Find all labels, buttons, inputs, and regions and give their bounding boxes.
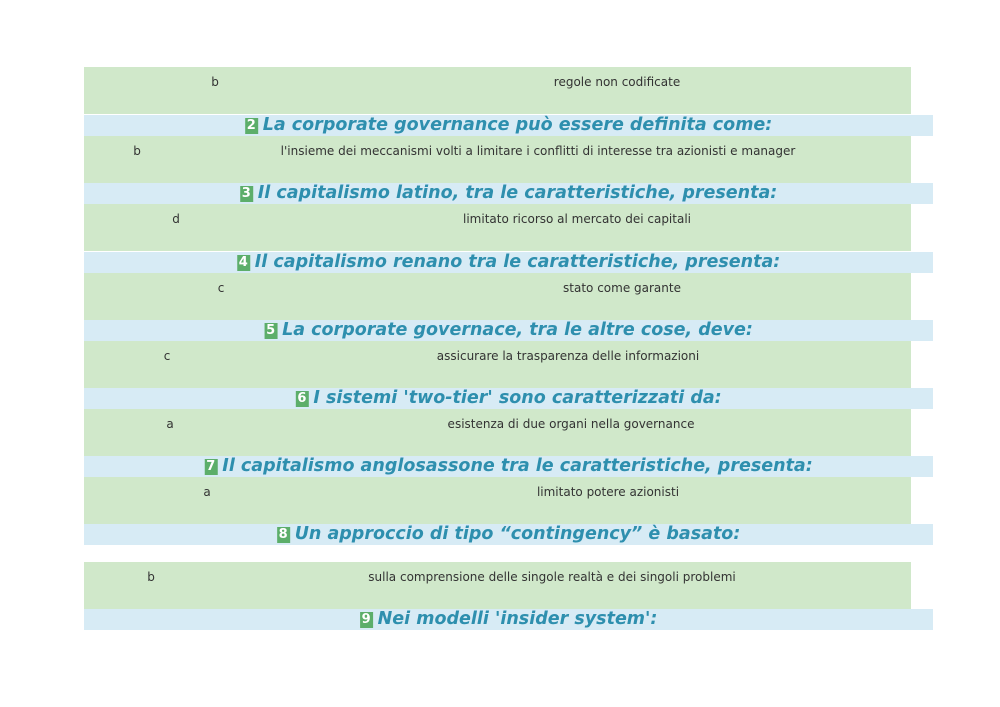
question-row <box>84 524 933 545</box>
answer-row <box>84 409 911 456</box>
answer-row <box>84 273 911 320</box>
question-heading <box>240 183 778 204</box>
question-heading <box>277 524 741 545</box>
answer-text: l'insieme dei meccanismi volti a limitare i conflitti di interesse tra azionisti e manager <box>280 144 796 158</box>
answer-row <box>84 477 911 524</box>
question-row <box>84 320 933 341</box>
answer-text: esistenza di due organi nella governance <box>447 417 695 431</box>
answer-text: limitato potere azionisti <box>536 485 680 499</box>
answer-letter: b <box>133 144 141 158</box>
answer-letter: b <box>211 75 219 89</box>
question-number: 3 <box>241 186 251 201</box>
question-number: 7 <box>206 459 216 474</box>
answer-letter: d <box>172 212 180 226</box>
answer-letter: b <box>147 570 155 584</box>
question-number: 2 <box>246 118 256 133</box>
question-heading <box>237 252 781 273</box>
question-heading <box>264 320 753 341</box>
answer-row <box>84 136 911 183</box>
answer-row <box>84 67 911 114</box>
answer-text: limitato ricorso al mercato dei capitali <box>463 212 691 226</box>
question-heading <box>245 115 773 136</box>
answer-letter: a <box>203 485 211 499</box>
question-text: Il capitalismo latino, tra le caratteristiche, presenta: <box>257 183 778 203</box>
question-number: 5 <box>266 323 276 338</box>
question-row <box>84 388 933 409</box>
question-text: Il capitalismo renano tra le caratteristiche, presenta: <box>254 252 781 272</box>
answer-text: stato come garante <box>563 281 681 295</box>
question-heading <box>295 388 721 409</box>
answer-text: assicurare la trasparenza delle informazioni <box>436 349 700 363</box>
question-text: La corporate governance può essere definita come: <box>262 115 773 135</box>
question-number: 9 <box>361 612 371 627</box>
answer-letter: a <box>166 417 174 431</box>
question-row <box>84 609 933 630</box>
answer-row <box>84 562 911 609</box>
question-row <box>84 456 933 477</box>
question-number: 6 <box>297 391 307 406</box>
answer-letter: c <box>163 349 171 363</box>
question-number: 4 <box>238 255 248 270</box>
question-text: I sistemi 'two-tier' sono caratterizzati da: <box>313 388 722 408</box>
answer-letter: c <box>217 281 225 295</box>
question-row <box>84 115 933 136</box>
question-text: Il capitalismo anglosassone tra le caratteristiche, presenta: <box>222 456 813 476</box>
question-number: 8 <box>278 527 288 542</box>
answer-text: sulla comprensione delle singole realtà e dei singoli problemi <box>368 570 736 584</box>
question-heading <box>360 609 658 630</box>
answer-text: regole non codificate <box>553 75 681 89</box>
question-row <box>84 252 933 273</box>
question-text: La corporate governace, tra le altre cose, deve: <box>282 320 753 340</box>
question-text: Nei modelli 'insider system': <box>377 609 658 629</box>
question-heading <box>204 456 812 477</box>
answer-row <box>84 341 911 388</box>
question-text: Un approccio di tipo “contingency” è basato: <box>294 524 741 544</box>
question-row <box>84 183 933 204</box>
answer-row <box>84 204 911 251</box>
